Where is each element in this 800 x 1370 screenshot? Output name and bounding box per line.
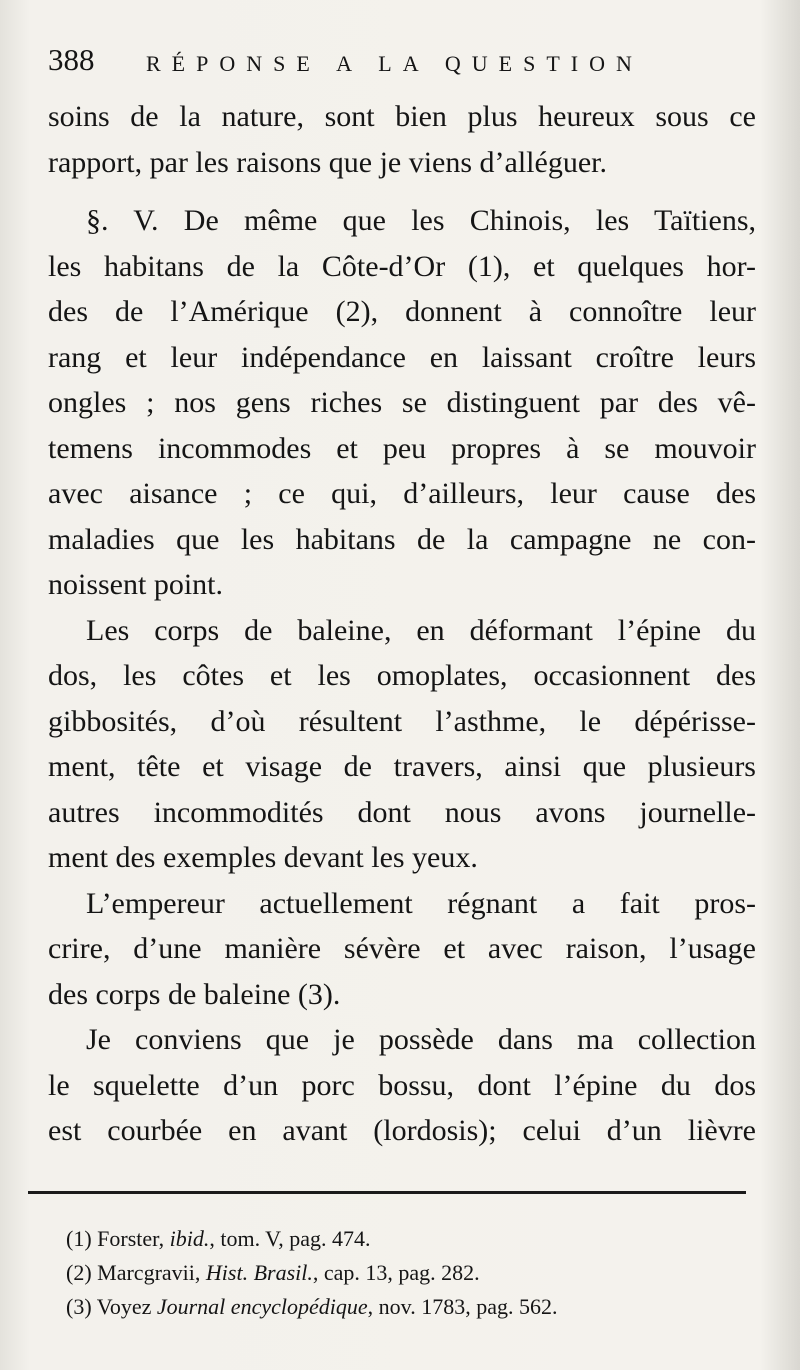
footnote-1: (1) Forster, ibid., tom. V, pag. 474. [66, 1226, 371, 1251]
text-line: avec aisance ; ce qui, d’ailleurs, leur cause des [48, 477, 756, 510]
paragraph-start-line: §. V. De même que les Chinois, les Taïtiens, [86, 204, 756, 237]
text-line: ment des exemples devant les yeux. [48, 841, 478, 874]
text-line: rapport, par les raisons que je viens d’alléguer. [48, 145, 607, 179]
text-line: les habitans de la Côte-d’Or (1), et quelques hor- [48, 249, 756, 283]
text-line: rang et leur indépendance en laissant croître leurs [48, 340, 756, 374]
text-line: gibbosités, d’où résultent l’asthme, le dépérisse- [48, 704, 756, 738]
text-line: noissent point. [48, 568, 224, 601]
text-line: crire, d’une manière sévère et avec raison, l’usage [48, 932, 756, 965]
running-head: RÉPONSE A LA QUESTION [146, 51, 643, 76]
text-line: dos, les côtes et les omoplates, occasionnent des [48, 659, 756, 692]
page-header [48, 40, 758, 84]
text-line: des corps de baleine (3). [48, 977, 341, 1011]
text-line: autres incommodités dont nous avons journelle- [48, 795, 756, 829]
text-line: des de l’Amérique (2), donnent à connoître leur [48, 295, 756, 328]
text-line: maladies que les habitans de la campagne ne con- [48, 522, 756, 556]
body-text [48, 94, 756, 1154]
paragraph-start-line: Je conviens que je possède dans ma collection [86, 1023, 756, 1056]
text-line: soins de la nature, sont bien plus heureux sous ce [48, 100, 756, 133]
footnotes [66, 1222, 706, 1324]
text-line: ongles ; nos gens riches se distinguent par des vê- [48, 386, 756, 419]
page-number: 388 [48, 42, 95, 77]
text-line: est courbée en avant (lordosis); celui d’un lièvre [48, 1114, 756, 1147]
paragraph-start-line: L’empereur actuellement régnant a fait pros- [86, 886, 756, 920]
footnote-2: (2) Marcgravii, Hist. Brasil., cap. 13, pag. 282. [66, 1260, 480, 1285]
footnote-3: (3) Voyez Journal encyclopédique, nov. 1783, pag. 562. [66, 1294, 558, 1319]
paragraph-start-line: Les corps de baleine, en déformant l’épine du [86, 613, 756, 647]
text-line: le squelette d’un porc bossu, dont l’épine du dos [48, 1068, 756, 1102]
footnote-rule [28, 1191, 746, 1194]
text-line: ment, tête et visage de travers, ainsi que plusieurs [48, 750, 756, 783]
text-line: temens incommodes et peu propres à se mouvoir [48, 431, 756, 465]
